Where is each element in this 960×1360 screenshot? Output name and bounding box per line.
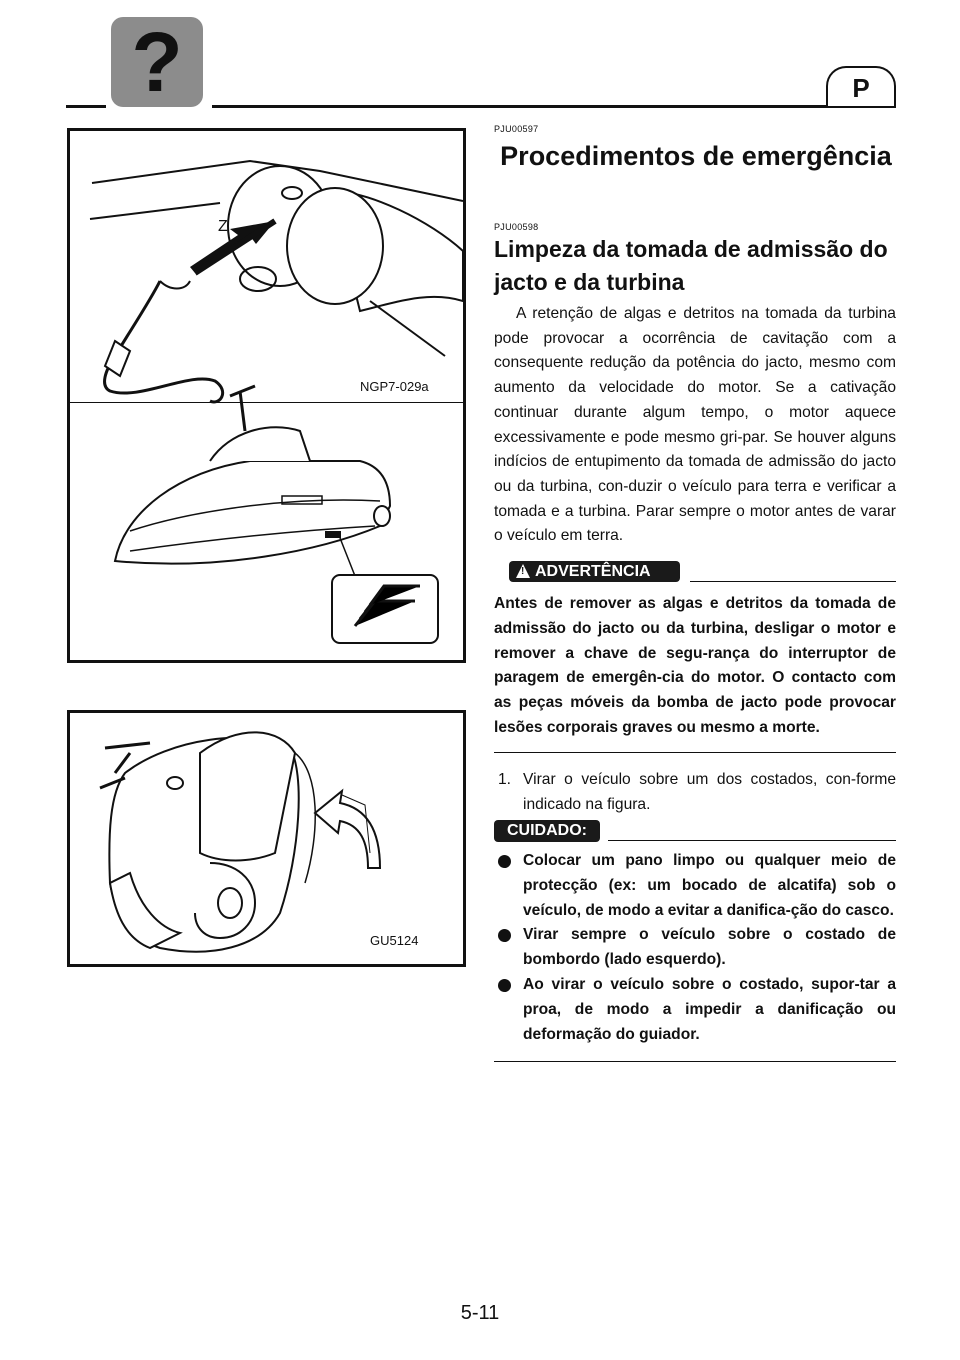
caution-item-text: Colocar um pano limpo ou qualquer meio de protecção (ex: um bocado de alcatifa) sob o veículo, de modo a evitar a danifica-ção do casco.: [523, 852, 896, 919]
subsection-code: PJU00598: [494, 222, 539, 232]
header-rule-right: [212, 105, 896, 108]
caution-badge: [494, 820, 600, 842]
warning-text: Antes de remover as algas e detritos da tomada de admissão do jacto ou da turbina, desligar o motor e remover a chave de segu-rança do interruptor de paragem de emergên-cia do motor. O contacto com as peças móveis da bomba de jacto pode provocar lesões corporais graves ou mesmo a morte.: [494, 595, 896, 736]
section-code: PJU00597: [494, 124, 539, 134]
svg-text:Z: Z: [218, 218, 228, 235]
list-item: [494, 973, 896, 1047]
caution-item-text: Ao virar o veículo sobre o costado, supor-tar a proa, de modo a impedir a danificação ou deformação do guiador.: [523, 975, 896, 1043]
figure-engine-stop-and-intake: [67, 128, 466, 663]
warning-end-rule: [494, 752, 896, 753]
warning-triangle-icon: [516, 564, 530, 578]
caution-item-text: Virar sempre o veículo sobre o costado de bombordo (lado esquerdo).: [523, 926, 896, 969]
page-number: 5-11: [460, 1302, 500, 1324]
list-item: [494, 923, 896, 973]
warning-badge: [509, 561, 680, 582]
language-tab: [826, 66, 896, 106]
question-mark-icon: [111, 17, 203, 107]
header-rule-left: [66, 105, 106, 108]
badge-glyph: ?: [131, 15, 183, 109]
figure-code-bottom: GU5124: [370, 933, 419, 948]
bullet-icon: [498, 855, 511, 868]
step-text: Virar o veículo sobre um dos costados, con-forme indicado na figura.: [523, 771, 896, 813]
subsection-title: Limpeza da tomada de admissão do jacto e da turbina: [494, 236, 888, 295]
figure-code-top: NGP7-029a: [360, 379, 429, 394]
language-label: P: [852, 73, 870, 103]
watercraft-side-illustration: [70, 713, 463, 964]
list-item: [494, 768, 896, 818]
section-title: Procedimentos de emergência: [500, 141, 892, 171]
subsection-body: A retenção de algas e detritos na tomada da turbina pode provocar a ocorrência de cavitação com a consequente redução da potência do jacto, mesmo com aumento da velocidade do motor. Se a cativação continuar durante algum tempo, o motor aquece excessivamente e pode mesmo gri-par. Se houver alguns indícios de entupimento da tomada de admissão do jacto ou da turbina, con-duzir o veículo para terra e verificar a tomada e a turbina. Parar sempre o motor antes de varar o veículo em terra.: [494, 305, 896, 545]
step-number: 1.: [498, 771, 512, 788]
bullet-icon: [498, 979, 511, 992]
bullet-icon: [498, 929, 511, 942]
caution-label: CUIDADO:: [507, 822, 587, 839]
warning-label: ADVERTÊNCIA: [535, 563, 651, 580]
figure-watercraft-on-side: [67, 710, 466, 967]
caution-rule: [608, 840, 896, 841]
caution-end-rule: [494, 1061, 896, 1062]
list-item: [494, 849, 896, 923]
warning-rule: [690, 581, 896, 582]
handlebar-lanyard-illustration: [70, 131, 463, 660]
caution-list: [494, 849, 896, 1047]
figure-divider: [70, 402, 463, 403]
